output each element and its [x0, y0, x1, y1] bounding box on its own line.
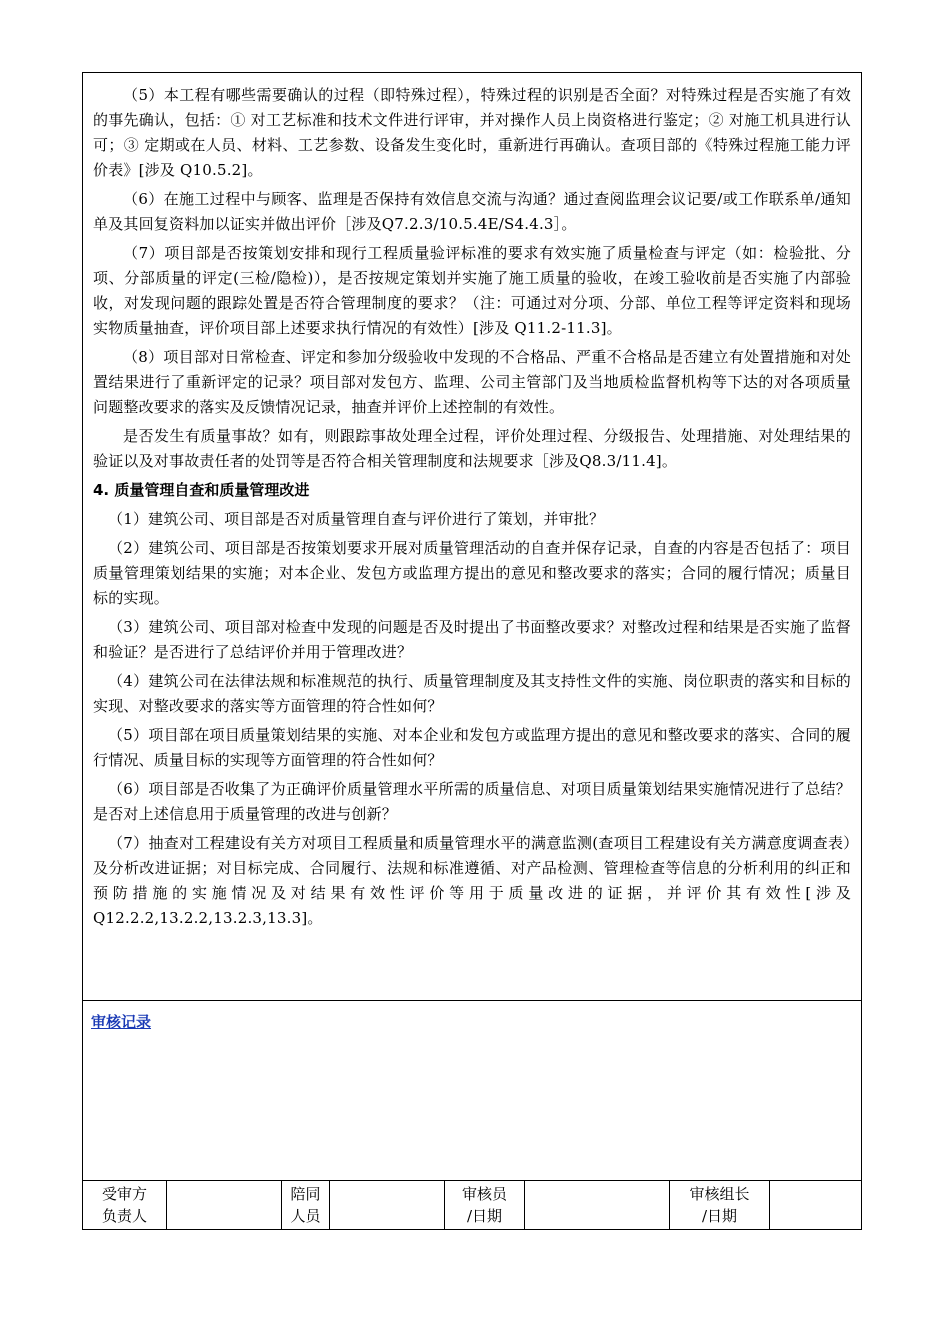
paragraph-4-3: （3）建筑公司、项目部对检查中发现的问题是否及时提出了书面整改要求？对整改过程和结果是否实施了监督和验证？是否进行了总结评价并用于管理改进？	[93, 618, 851, 661]
auditor-label-cell	[445, 1181, 525, 1229]
audit-content-cell	[83, 73, 861, 1001]
paragraph-quality-accident: 是否发生有质量事故？如有，则跟踪事故处理全过程，评价处理过程、分级报告、处理措施、对处理结果的验证以及对事故责任者的处罚等是否符合相关管理制度和法规要求［涉及Q8.3/11.4]。	[93, 427, 851, 470]
auditor-label: 审核员 /日期	[461, 1185, 507, 1225]
leader-label: 审核组长 /日期	[689, 1185, 750, 1225]
auditee-label: 受审方 负责人	[101, 1185, 147, 1225]
audit-record-link[interactable]: 审核记录	[91, 1013, 152, 1031]
accompany-value-cell[interactable]	[330, 1181, 445, 1229]
audit-checklist-table	[82, 72, 862, 1230]
paragraph-special-process: （5）本工程有哪些需要确认的过程（即特殊过程），特殊过程的识别是否全面？对特殊过程是否实施了有效的事先确认，包括：① 对工艺标准和技术文件进行评审，并对操作人员上岗资格进行鉴定；② 对施工机具进行认可；③ 定期或在人员、材料、工艺参数、设备发生变化时，重新进行再确认。查项目部的《特殊过程施工能力评价表》[涉及 Q10.5.2]。	[93, 86, 851, 179]
accompany-label-cell	[282, 1181, 330, 1229]
auditor-value-cell[interactable]	[525, 1181, 670, 1229]
signature-row	[83, 1181, 861, 1229]
paragraph-quality-inspection: （7）项目部是否按策划安排和现行工程质量验评标准的要求有效实施了质量检查与评定（如：检验批、分项、分部质量的评定(三检/隐检)），是否按规定策划并实施了施工质量的验收，在竣工验收前是否实施了内部验收，对发现问题的跟踪处置是否符合管理制度的要求？（注：可通过对分项、分部、单位工程等评定资料和现场实物质量抽查，评价项目部上述要求执行情况的有效性）[涉及 Q11.2-11.3]。	[93, 244, 851, 337]
paragraph-communication: （6）在施工过程中与顾客、监理是否保持有效信息交流与沟通？通过查阅监理会议记要/或工作联系单/通知单及其回复资料加以证实并做出评价［涉及Q7.2.3/10.5.4E/S4.4.3］。	[93, 190, 851, 233]
paragraph-4-5: （5）项目部在项目质量策划结果的实施、对本企业和发包方或监理方提出的意见和整改要求的落实、合同的履行情况、质量目标的实现等方面管理的符合性如何？	[93, 726, 851, 769]
paragraph-nonconformance: （8）项目部对日常检查、评定和参加分级验收中发现的不合格品、严重不合格品是否建立有处置措施和对处置结果进行了重新评定的记录？项目部对发包方、监理、公司主管部门及当地质检监督机构等下达的对各项质量问题整改要求的落实及反馈情况记录，抽查并评价上述控制的有效性。	[93, 348, 851, 416]
paragraph-4-1: （1）建筑公司、项目部是否对质量管理自查与评价进行了策划，并审批？	[108, 510, 605, 528]
audit-record-cell	[83, 1001, 861, 1181]
auditee-value-cell[interactable]	[167, 1181, 282, 1229]
section-heading-4: 4. 质量管理自查和质量管理改进	[93, 481, 310, 499]
paragraph-4-4: （4）建筑公司在法律法规和标准规范的执行、质量管理制度及其支持性文件的实施、岗位职责的落实和目标的实现、对整改要求的落实等方面管理的符合性如何？	[93, 672, 851, 715]
paragraph-4-7: （7）抽查对工程建设有关方对项目工程质量和质量管理水平的满意监测(查项目工程建设有关方满意度调查表）及分析改进证据；对目标完成、合同履行、法规和标准遵循、对产品检测、管理检查等信息的分析利用的纠正和预防措施的实施情况及对结果有效性评价等用于质量改进的证据，并评价其有效性[涉及Q12.2.2,13.2.2,13.2.3,13.3]。	[93, 834, 851, 927]
paragraph-4-6: （6）项目部是否收集了为正确评价质量管理水平所需的质量信息、对项目质量策划结果实施情况进行了总结？是否对上述信息用于质量管理的改进与创新？	[93, 780, 851, 823]
accompany-label: 陪同 人员	[290, 1185, 321, 1225]
auditee-label-cell	[83, 1181, 167, 1229]
leader-value-cell[interactable]	[770, 1181, 861, 1229]
leader-label-cell	[670, 1181, 770, 1229]
paragraph-4-2: （2）建筑公司、项目部是否按策划要求开展对质量管理活动的自查并保存记录，自查的内容是否包括了：项目质量管理策划结果的实施；对本企业、发包方或监理方提出的意见和整改要求的落实；合同的履行情况；质量目标的实现。	[93, 539, 851, 607]
